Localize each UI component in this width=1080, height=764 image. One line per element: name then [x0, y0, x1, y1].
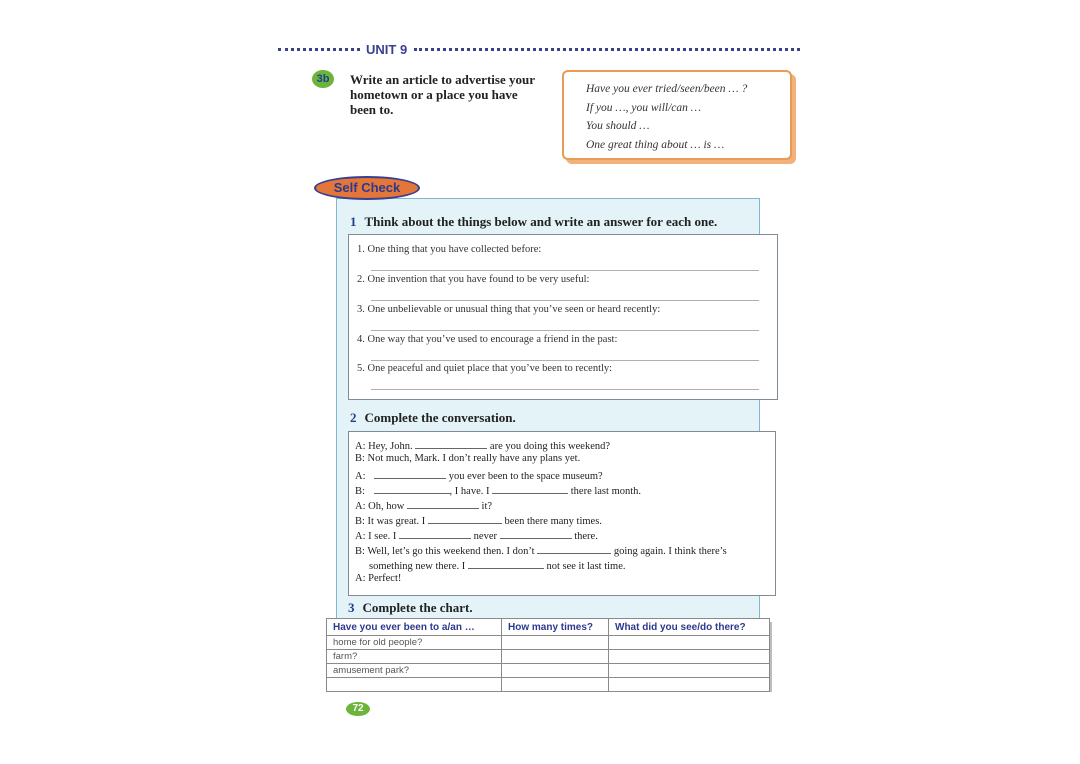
answer-blank[interactable] [537, 543, 611, 554]
chart-cell[interactable] [502, 678, 609, 692]
conversation-text: B: Well, let’s go this weekend then. I don’t [355, 546, 535, 557]
chart-row-label: home for old people? [327, 636, 502, 650]
conversation-line [355, 453, 580, 464]
conversation-text: it? [481, 501, 493, 512]
conversation-text: there. [574, 531, 598, 542]
section-3-heading [348, 600, 473, 616]
unit-title: UNIT 9 [366, 42, 408, 57]
section-1-heading [350, 214, 717, 230]
chart-row-label: farm? [327, 650, 502, 664]
section-2-heading [350, 410, 516, 426]
conversation-text: you ever been to the space museum? [448, 471, 603, 482]
conversation-line [355, 513, 602, 527]
chart-cell[interactable] [502, 636, 609, 650]
section-1-box [348, 234, 778, 400]
unit-header-dots-right [414, 48, 800, 51]
question-item: 2. One invention that you have found to be very useful: [357, 274, 590, 285]
hint-line: You should … [586, 120, 650, 132]
conversation-text: A: I see. I [355, 531, 397, 542]
conversation-line [355, 498, 492, 512]
chart-row-label[interactable] [327, 678, 502, 692]
conversation-text: been there many times. [504, 516, 602, 527]
conversation-text: B: [355, 486, 365, 497]
chart-column-header: Have you ever been to a/an … [327, 619, 502, 636]
section-3-number: 3 [348, 600, 355, 615]
self-check-label: Self Check [314, 176, 420, 200]
task-3b-instructions [350, 72, 560, 117]
chart-cell[interactable] [609, 650, 770, 664]
chart-cell[interactable] [502, 664, 609, 678]
answer-line[interactable] [371, 330, 759, 331]
conversation-text: B: Not much, Mark. I don’t really have any plans yet. [355, 453, 581, 464]
conversation-text: A: Hey, John. [355, 441, 413, 452]
answer-blank[interactable] [428, 513, 502, 524]
conversation-text: there last month. [570, 486, 642, 497]
unit-header-dots-left [278, 48, 360, 51]
conversation-line [355, 543, 727, 557]
chart-row [327, 636, 770, 650]
page-number: 72 [346, 702, 370, 716]
chart-cell[interactable] [502, 650, 609, 664]
answer-blank[interactable] [468, 558, 544, 569]
chart-row [327, 650, 770, 664]
conversation-text: going again. I think there’s [613, 546, 727, 557]
task-3b-line-1: Write an article to advertise your [350, 72, 535, 87]
conversation-text: A: Oh, how [355, 501, 405, 512]
conversation-text: , I have. I [449, 486, 490, 497]
question-item: 1. One thing that you have collected before: [357, 244, 542, 255]
conversation-text: never [473, 531, 497, 542]
answer-line[interactable] [371, 300, 759, 301]
question-item: 5. One peaceful and quiet place that you’ve been to recently: [357, 363, 613, 374]
section-2-title: Complete the conversation. [364, 410, 516, 425]
answer-line[interactable] [371, 389, 759, 390]
conversation-line [369, 558, 626, 572]
conversation-line [355, 483, 641, 497]
task-3b-line-3: been to. [350, 102, 394, 117]
hint-box [562, 70, 792, 160]
completion-chart [326, 618, 770, 692]
hint-line: Have you ever tried/seen/been … ? [586, 83, 748, 95]
section-1-number: 1 [350, 214, 357, 229]
conversation-text: something new there. I [369, 561, 466, 572]
conversation-line [355, 438, 610, 452]
conversation-text: A: Perfect! [355, 573, 402, 584]
conversation-text: B: It was great. I [355, 516, 426, 527]
conversation-text: A: [355, 471, 366, 482]
chart-row [327, 678, 770, 692]
answer-line[interactable] [371, 360, 759, 361]
section-1-title: Think about the things below and write an answer for each one. [364, 214, 718, 229]
conversation-text: are you doing this weekend? [489, 441, 611, 452]
answer-blank[interactable] [407, 498, 479, 509]
conversation-text: not see it last time. [546, 561, 626, 572]
chart-header-row [327, 619, 770, 636]
question-item: 4. One way that you’ve used to encourage a friend in the past: [357, 334, 618, 345]
question-item: 3. One unbelievable or unusual thing that you’ve seen or heard recently: [357, 304, 661, 315]
answer-blank[interactable] [415, 438, 487, 449]
task-3b-line-2: hometown or a place you have [350, 87, 518, 102]
answer-blank[interactable] [399, 528, 471, 539]
conversation-line [355, 573, 401, 584]
task-3b-badge: 3b [312, 70, 334, 88]
answer-blank[interactable] [500, 528, 572, 539]
hint-line: If you …, you will/can … [586, 101, 701, 114]
chart-cell[interactable] [609, 636, 770, 650]
conversation-line [355, 468, 603, 482]
answer-line[interactable] [371, 270, 759, 271]
conversation-line [355, 528, 598, 542]
conversation-box [348, 431, 776, 596]
answer-blank[interactable] [492, 483, 568, 494]
chart-column-header: How many times? [502, 619, 609, 636]
chart-row [327, 664, 770, 678]
section-2-number: 2 [350, 410, 357, 425]
section-3-title: Complete the chart. [362, 600, 473, 615]
hint-line: One great thing about … is … [586, 138, 725, 151]
chart-cell[interactable] [609, 664, 770, 678]
chart-cell[interactable] [609, 678, 770, 692]
answer-blank[interactable] [374, 468, 446, 479]
chart-column-header: What did you see/do there? [609, 619, 770, 636]
answer-blank[interactable] [374, 483, 450, 494]
chart-row-label: amusement park? [327, 664, 502, 678]
